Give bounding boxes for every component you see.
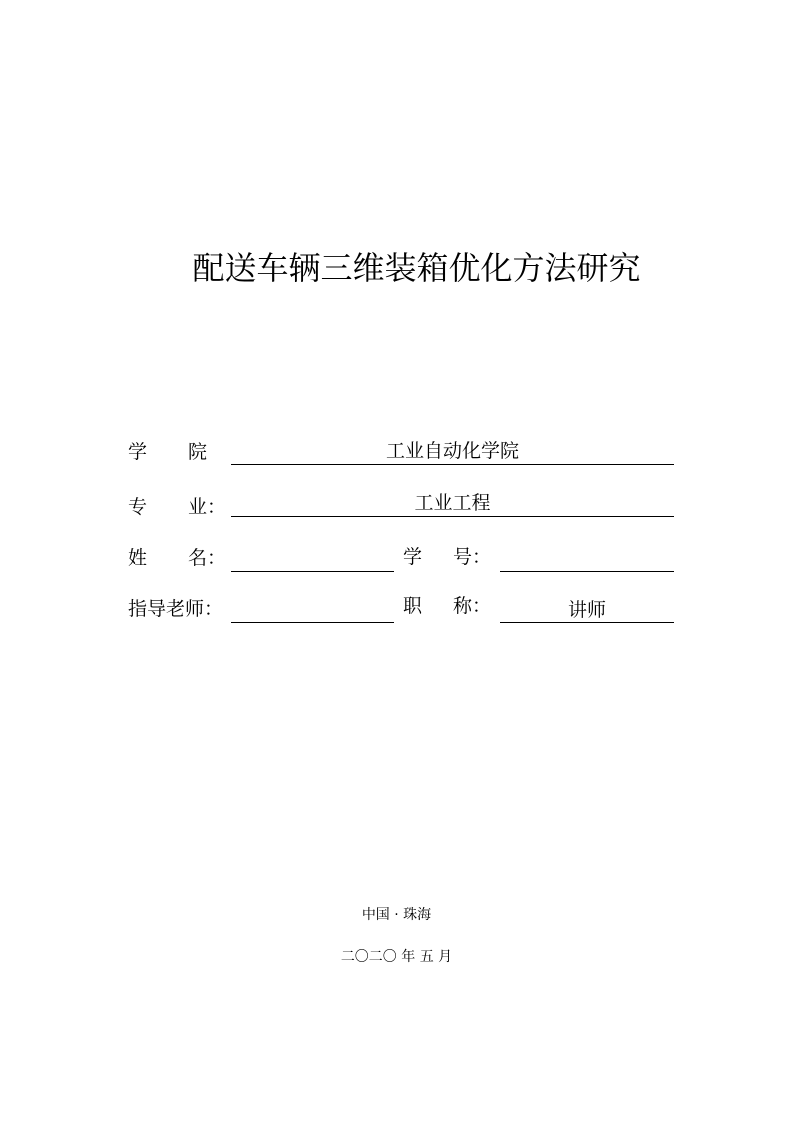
student-id-label-char-1: 学	[403, 546, 423, 568]
name-label-char-2: 名：	[188, 547, 227, 569]
college-field: 工业自动化学院	[231, 438, 674, 465]
name-field	[231, 545, 394, 572]
student-id-field	[500, 545, 674, 572]
major-field: 工业工程	[231, 490, 674, 517]
college-label-char-2: 院	[188, 441, 208, 463]
footer-date: 二〇二〇 年 五 月	[340, 949, 453, 965]
advisor-label: 指导老师：	[128, 598, 224, 620]
rank-field: 讲师	[500, 596, 674, 623]
college-label-char-1: 学	[128, 441, 148, 463]
major-label-char-2: 业：	[188, 496, 227, 518]
major-label-char-1: 专	[128, 496, 148, 518]
student-id-label-char-2: 号：	[453, 546, 492, 568]
name-label-char-1: 姓	[128, 547, 148, 569]
rank-label-char-1: 职	[403, 595, 423, 617]
thesis-title: 配送车辆三维装箱优化方法研究	[192, 249, 641, 287]
advisor-field	[231, 596, 394, 623]
footer-location: 中国 · 珠海	[361, 907, 432, 923]
rank-label-char-2: 称：	[453, 595, 492, 617]
